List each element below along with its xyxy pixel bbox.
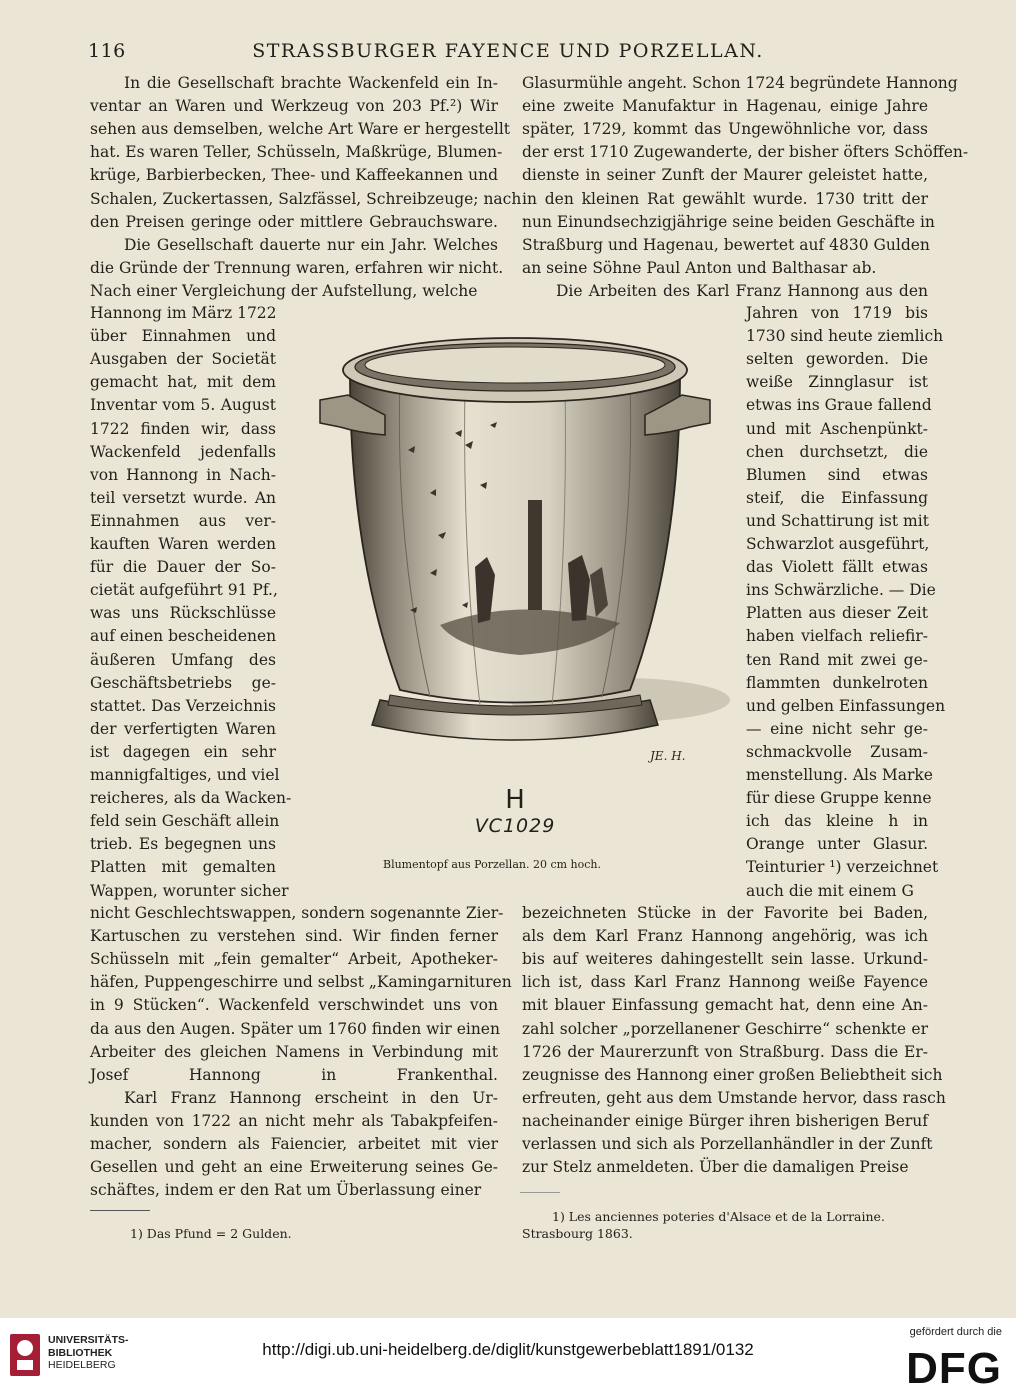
library-line-3: HEIDELBERG [48,1359,116,1371]
text-line: das Violett fällt etwas [746,558,928,577]
text-line: schmackvolle Zusam- [746,742,928,761]
text-line: ich das kleine h in [746,812,928,831]
text-line: und gelben Einfassungen [746,696,946,715]
text-line: die Gründe der Trennung waren, erfahren wir nicht. [90,258,504,277]
footer-bar [0,1318,1016,1398]
footnote-left: 1) Das Pfund = 2 Gulden. [130,1226,292,1241]
text-line: Teinturier ¹) verzeichnet [746,858,939,877]
text-line: Inventar vom 5. August [90,396,276,415]
text-line: zahl solcher „porzellanener Geschirre“ schenkte er [522,1019,928,1038]
text-line: Geschäftsbetriebs ge- [90,673,276,692]
text-line: zeugnisse des Hannong einer großen Beliebtheit sich [522,1065,943,1084]
text-line: Platten aus dieser Zeit [746,604,928,623]
footnote-right-1: 1) Les anciennes poteries d'Alsace et de la Lorraine. [552,1209,885,1224]
text-line: Die Arbeiten des Karl Franz Hannong aus den [556,281,928,300]
text-line: Karl Franz Hannong erscheint in den Ur- [124,1088,498,1107]
footnote-rule-right [520,1192,560,1193]
text-line: Einnahmen aus ver- [90,511,276,530]
text-line: zur Stelz anmeldeten. Über die damaligen Preise [522,1158,909,1177]
text-line: cietät aufgeführt 91 Pf., [90,581,278,600]
text-line: kunden von 1722 an nicht mehr als Tabakpfeifen- [90,1111,498,1130]
text-line: verlassen und sich als Porzellanhändler in der Zunft [522,1135,933,1153]
text-line: 1726 der Maurerzunft von Straßburg. Dass die Er- [522,1042,928,1061]
text-line: Wackenfeld jedenfalls [90,442,276,461]
footnote-right-2: Strasbourg 1863. [522,1226,633,1241]
text-line: chen durchsetzt, die [746,442,928,461]
text-line: flammten dunkelroten [746,673,928,692]
text-line: 1722 finden wir, dass [90,419,276,438]
text-line: als dem Karl Franz Hannong angehörig, was ich [522,927,928,946]
text-line: Kartuschen zu verstehen sind. Wir finden ferner [90,927,498,946]
dfg-logo: DFG [906,1344,1002,1393]
pottery-mark [470,786,560,838]
text-line: Nach einer Vergleichung der Aufstellung, welche [90,281,478,300]
text-line: ist dagegen ein sehr [90,742,276,761]
text-line: ins Schwärzliche. — Die [746,581,936,600]
text-line: schäftes, indem er den Rat um Überlassung einer [90,1181,482,1200]
text-line: steif, die Einfassung [746,488,928,507]
text-line: Gesellen und geht an eine Erweiterung seines Ge- [90,1158,498,1177]
figure-caption: Blumentopf aus Porzellan. 20 cm hoch. [383,858,601,871]
text-line: auch die mit einem G [746,881,914,900]
text-line: über Einnahmen und [90,327,276,346]
text-line: ten Rand mit zwei ge- [746,650,928,669]
text-line: mit blauer Einfassung gemacht hat, denn eine An- [522,996,928,1015]
text-line: Orange unter Glasur. [746,835,928,854]
text-line: ventar an Waren und Werkzeug von 203 Pf.²) Wir [90,97,498,116]
running-title: STRASSBURGER FAYENCE UND PORZELLAN. [252,40,764,62]
page-number: 116 [88,40,126,62]
text-line: was uns Rückschlüsse [90,604,276,623]
text-line: und mit Aschenpünkt- [746,419,928,438]
text-line: sehen aus demselben, welche Art Ware er hergestellt [90,120,511,139]
text-line: menstellung. Als Marke [746,766,933,784]
text-line: 1730 sind heute ziemlich [746,327,944,346]
footnote-rule-left [90,1210,150,1211]
text-line: auf einen bescheidenen [90,627,277,646]
text-line: in 9 Stücken“. Wackenfeld verschwindet uns von [90,996,498,1015]
text-line: äußeren Umfang des [90,650,276,669]
text-line: nacheinander einige Bürger ihren bisherigen Beruf [522,1111,928,1130]
text-line: der verfertigten Waren [90,719,276,738]
text-line: kauften Waren werden [90,535,276,553]
text-line: und Schattirung ist mit [746,511,929,530]
text-line: reicheres, als da Wacken- [90,789,292,808]
text-line: gemacht hat, mit dem [90,373,276,392]
text-line: Blumen sind etwas [746,465,928,484]
text-line: Wappen, worunter sicher [90,881,289,900]
text-line: Jahren von 1719 bis [746,304,928,322]
text-line: trieb. Es begegnen uns [90,835,276,854]
text-line: später, 1729, kommt das Ungewöhnliche vor, dass [522,120,928,139]
text-line: Glasurmühle angeht. Schon 1724 begründete Hannong [522,74,958,92]
text-line: nicht Geschlechtswappen, sondern sogenannte Zier- [90,904,504,922]
text-line: eine zweite Manufaktur in Hagenau, einige Jahre [522,97,928,116]
text-line: feld sein Geschäft allein [90,812,280,831]
text-line: teil versetzt wurde. An [90,488,276,507]
text-line: Arbeiter des gleichen Namens in Verbindung mit [90,1042,498,1061]
text-line: krüge, Barbierbecken, Thee- und Kaffeekannen und [90,166,498,185]
text-line: nun Einundsechzigjährige seine beiden Geschäfte in [522,212,935,231]
source-url[interactable]: http://digi.ub.uni-heidelberg.de/diglit/kunstgewerbeblatt1891/0132 [262,1340,754,1359]
text-line: den Preisen geringe oder mittlere Gebrauchsware. [90,212,498,231]
funding-text: gefördert durch die [909,1326,1002,1338]
text-line: bis auf weiteres dahingestellt sein lasse. Urkund- [522,950,928,969]
text-line: für diese Gruppe kenne [746,789,932,808]
text-line: lich ist, dass Karl Franz Hannong weiße Fayence [522,973,928,992]
text-line: Straßburg und Hagenau, bewertet auf 4830 Gulden [522,235,930,254]
text-line: Platten mit gemalten [90,858,276,877]
text-line: an seine Söhne Paul Anton und Balthasar ab. [522,258,877,277]
library-line-1: UNIVERSITÄTS- [48,1334,129,1346]
text-line: da aus den Augen. Später um 1760 finden wir einen [90,1019,500,1038]
text-line: In die Gesellschaft brachte Wackenfeld ein In- [124,74,498,92]
text-line: für die Dauer der So- [90,558,276,577]
text-line: Schalen, Zuckertassen, Salzfässel, Schreibzeuge; nach [90,189,522,208]
text-line: Schüsseln mit „fein gemalter“ Arbeit, Apotheker- [90,950,498,969]
mark-code: VC1029 [474,815,556,837]
text-line: macher, sondern als Faiencier, arbeitet mit vier [90,1135,498,1153]
text-line: Die Gesellschaft dauerte nur ein Jahr. Welches [124,235,498,254]
text-line: etwas ins Graue fallend [746,396,932,415]
library-line-2: BIBLIOTHEK [48,1346,113,1359]
text-line: in den kleinen Rat gewählt wurde. 1730 tritt der [522,189,928,208]
flowerpot-illustration [290,305,740,775]
text-line: Schwarzlot ausgeführt, [746,535,930,553]
artist-initials: JE. H. [650,749,686,763]
text-line: stattet. Das Verzeichnis [90,696,276,715]
text-line: Hannong im März 1722 [90,304,277,322]
text-line: dienste in seiner Zunft der Maurer geleistet hatte, [522,166,928,185]
text-line: haben vielfach reliefir- [746,627,928,646]
page-header [88,40,928,64]
text-line: Josef Hannong in Frankenthal. [90,1065,498,1084]
text-line: bezeichneten Stücke in der Favorite bei Baden, [522,904,928,922]
text-line: Ausgaben der Societät [90,350,276,369]
text-line: — eine nicht sehr ge- [746,719,928,738]
text-line: erfreuten, geht aus dem Umstande hervor, dass rasch [522,1088,946,1107]
text-line: häfen, Puppengeschirre und selbst „Kamingarnituren [90,973,512,992]
text-line: weiße Zinnglasur ist [746,373,928,392]
text-line: hat. Es waren Teller, Schüsseln, Maßkrüge, Blumen- [90,143,503,162]
text-line: selten geworden. Die [746,350,928,369]
text-line: von Hannong in Nach- [90,465,276,484]
text-line: der erst 1710 Zugewanderte, der bisher öfters Schöffen- [522,143,969,162]
text-line: mannigfaltiges, und viel [90,766,280,784]
mark-h: H [505,785,525,815]
